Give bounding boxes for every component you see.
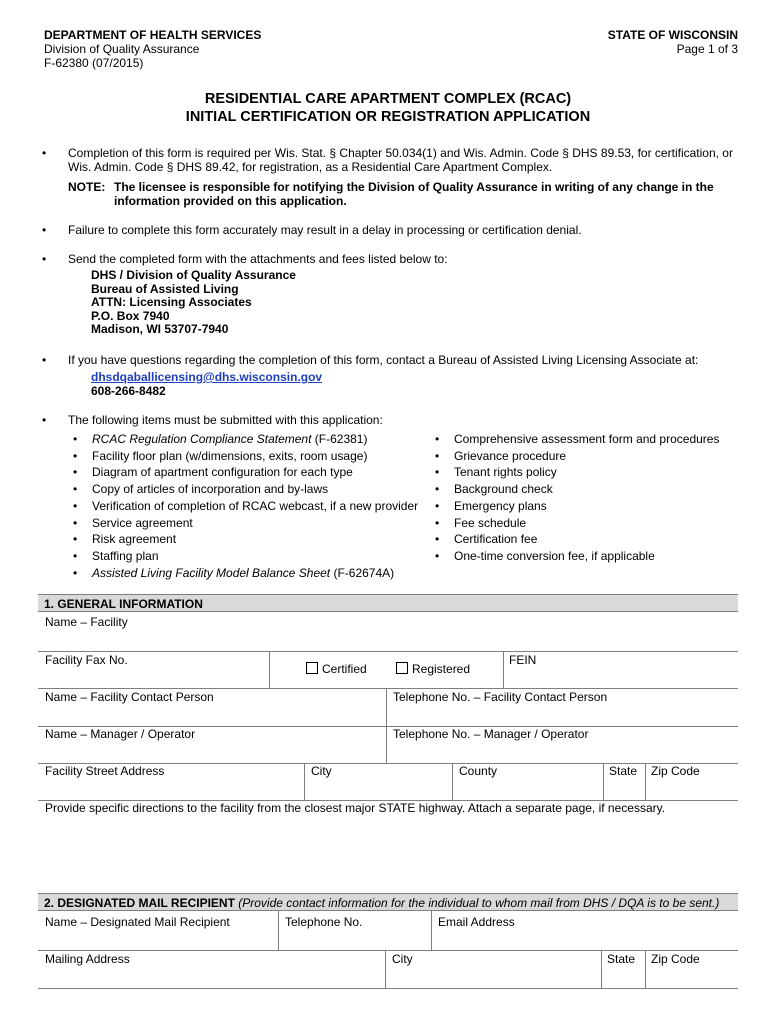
section-1-title: 1. GENERAL INFORMATION bbox=[44, 597, 203, 611]
contact-block bbox=[91, 370, 322, 398]
title-line-2: INITIAL CERTIFICATION OR REGISTRATION APPLICATION bbox=[185, 109, 591, 125]
required-item: • Certification fee bbox=[430, 531, 730, 548]
required-item-text: Service agreement bbox=[92, 515, 193, 530]
county-field[interactable]: County bbox=[459, 764, 498, 778]
bullet-icon: • bbox=[42, 413, 47, 427]
required-items-right bbox=[430, 431, 730, 565]
address-line: P.O. Box 7940 bbox=[91, 308, 170, 323]
mail-zip-code-field[interactable]: Zip Code bbox=[651, 952, 700, 966]
instruction-requirement: Completion of this form is required per Wis. Stat. § Chapter 50.034(1) and Wis. Admin. Code § DHS 89.53, for certification, or Wis. Admin. Code § DHS 89.42, for registration, as a Residential Care Apartment Complex. bbox=[68, 146, 733, 174]
facility-fax-field[interactable]: Facility Fax No. bbox=[45, 653, 128, 667]
required-item bbox=[68, 515, 448, 532]
mailing-address-field[interactable]: Mailing Address bbox=[45, 952, 130, 966]
facility-name-field[interactable]: Name – Facility bbox=[45, 615, 128, 629]
required-item: • Fee schedule bbox=[430, 515, 730, 532]
manager-phone-field[interactable]: Telephone No. – Manager / Operator bbox=[393, 727, 589, 741]
bullet-icon: • bbox=[42, 353, 47, 367]
directions-field[interactable]: Provide specific directions to the facility from the closest major STATE highway. Attach a separate page, if necessary. bbox=[45, 801, 666, 815]
city-field[interactable]: City bbox=[311, 764, 332, 778]
required-item-text: Risk agreement bbox=[92, 532, 177, 547]
row-divider bbox=[38, 651, 738, 652]
certified-label: Certified bbox=[322, 662, 367, 676]
instruction-questions: If you have questions regarding the completion of this form, contact a Bureau of Assisted Living Licensing Associate at: bbox=[68, 353, 699, 367]
mail-recipient-name-field[interactable]: Name – Designated Mail Recipient bbox=[45, 915, 230, 929]
mail-state-field[interactable]: State bbox=[607, 952, 636, 966]
required-item: • One-time conversion fee, if applicable bbox=[430, 548, 730, 565]
required-item-text: Copy of articles of incorporation and by-laws bbox=[92, 482, 329, 497]
section-2-header bbox=[38, 893, 738, 911]
required-item bbox=[68, 498, 448, 515]
required-item-form-number: (F-62381) bbox=[311, 432, 368, 446]
mailing-address-block bbox=[91, 269, 296, 337]
required-item bbox=[68, 565, 448, 582]
required-item bbox=[68, 431, 448, 448]
checkbox-icon[interactable] bbox=[396, 662, 408, 674]
column-divider bbox=[645, 763, 646, 801]
section-2-title: 2. DESIGNATED MAIL RECIPIENT bbox=[44, 896, 235, 910]
row-divider bbox=[38, 950, 738, 951]
contact-email-link[interactable]: dhsdqaballicensing@dhs.wisconsin.gov bbox=[91, 370, 323, 384]
contact-phone: 608-266-8482 bbox=[91, 384, 166, 398]
certified-checkbox[interactable] bbox=[306, 662, 367, 676]
contact-person-field[interactable]: Name – Facility Contact Person bbox=[45, 690, 214, 704]
form-page bbox=[38, 0, 738, 1024]
page-title bbox=[38, 90, 738, 126]
form-number: F-62380 (07/2015) bbox=[44, 56, 144, 70]
required-item: • Background check bbox=[430, 481, 730, 498]
required-item-text: Diagram of apartment configuration for each type bbox=[92, 465, 353, 480]
column-divider bbox=[278, 911, 279, 951]
section-2-note: (Provide contact information for the individual to whom mail from DHS / DQA is to be sent.) bbox=[238, 896, 720, 910]
division-name: Division of Quality Assurance bbox=[44, 42, 200, 56]
required-item-form-number: (F-62674A) bbox=[330, 565, 395, 580]
street-address-field[interactable]: Facility Street Address bbox=[45, 764, 165, 778]
instruction-items: The following items must be submitted with this application: bbox=[68, 413, 383, 427]
required-item bbox=[68, 464, 448, 481]
section-1-header bbox=[38, 594, 738, 612]
note-label: NOTE: bbox=[68, 180, 106, 194]
address-line: Bureau of Assisted Living bbox=[91, 281, 239, 296]
required-item: • Tenant rights policy bbox=[430, 464, 730, 481]
required-item: • Grievance procedure bbox=[430, 448, 730, 465]
instruction-accuracy: Failure to complete this form accurately may result in a delay in processing or certification denial. bbox=[68, 223, 582, 237]
row-divider bbox=[38, 988, 738, 989]
required-item-text: Assisted Living Facility Model Balance Sheet bbox=[92, 565, 331, 580]
required-item bbox=[68, 531, 448, 548]
mail-recipient-email-field[interactable]: Email Address bbox=[438, 915, 515, 929]
required-item-text: RCAC Regulation Compliance Statement bbox=[92, 432, 312, 446]
zip-code-field[interactable]: Zip Code bbox=[651, 764, 700, 778]
required-items-left bbox=[68, 431, 448, 581]
state-field[interactable]: State bbox=[609, 764, 638, 778]
instruction-send: Send the completed form with the attachments and fees listed below to: bbox=[68, 252, 448, 266]
mail-city-field[interactable]: City bbox=[392, 952, 413, 966]
column-divider bbox=[601, 950, 602, 989]
column-divider bbox=[452, 763, 453, 801]
required-item: • Comprehensive assessment form and procedures bbox=[430, 431, 730, 448]
required-item-text: Staffing plan bbox=[92, 548, 159, 563]
checkbox-icon[interactable] bbox=[306, 662, 318, 674]
state-name: STATE OF WISCONSIN bbox=[607, 28, 738, 42]
row-divider bbox=[38, 688, 738, 689]
address-line: Madison, WI 53707-7940 bbox=[91, 322, 229, 336]
column-divider bbox=[431, 911, 432, 951]
column-divider bbox=[385, 950, 386, 989]
column-divider bbox=[503, 651, 504, 689]
column-divider bbox=[603, 763, 604, 801]
contact-phone-field[interactable]: Telephone No. – Facility Contact Person bbox=[393, 690, 608, 704]
column-divider bbox=[645, 950, 646, 989]
required-item-text: Verification of completion of RCAC webcast, if a new provider bbox=[92, 498, 419, 513]
bullet-icon: • bbox=[42, 146, 47, 160]
department-name: DEPARTMENT OF HEALTH SERVICES bbox=[44, 28, 262, 42]
page-number: Page 1 of 3 bbox=[676, 42, 738, 56]
required-item bbox=[68, 481, 448, 498]
fein-field[interactable]: FEIN bbox=[509, 653, 537, 667]
registered-label: Registered bbox=[412, 662, 471, 676]
manager-field[interactable]: Name – Manager / Operator bbox=[45, 727, 196, 741]
column-divider bbox=[304, 763, 305, 801]
required-item: • Emergency plans bbox=[430, 498, 730, 515]
title-line-1: RESIDENTIAL CARE APARTMENT COMPLEX (RCAC) bbox=[204, 91, 572, 107]
required-item bbox=[68, 548, 448, 565]
header-left bbox=[44, 28, 261, 70]
mail-recipient-phone-field[interactable]: Telephone No. bbox=[285, 915, 363, 929]
address-line: DHS / Division of Quality Assurance bbox=[91, 268, 296, 282]
address-line: ATTN: Licensing Associates bbox=[91, 295, 252, 309]
bullet-icon: • bbox=[42, 252, 47, 266]
column-divider bbox=[269, 651, 270, 689]
registered-checkbox[interactable] bbox=[396, 662, 470, 676]
required-item-text: Facility floor plan (w/dimensions, exits, room usage) bbox=[92, 448, 368, 463]
bullet-icon: • bbox=[42, 223, 47, 237]
required-item bbox=[68, 448, 448, 465]
note-text: The licensee is responsible for notifying the Division of Quality Assurance in writing of any change in the information provided on this application. bbox=[114, 180, 714, 208]
header-right bbox=[608, 28, 738, 56]
